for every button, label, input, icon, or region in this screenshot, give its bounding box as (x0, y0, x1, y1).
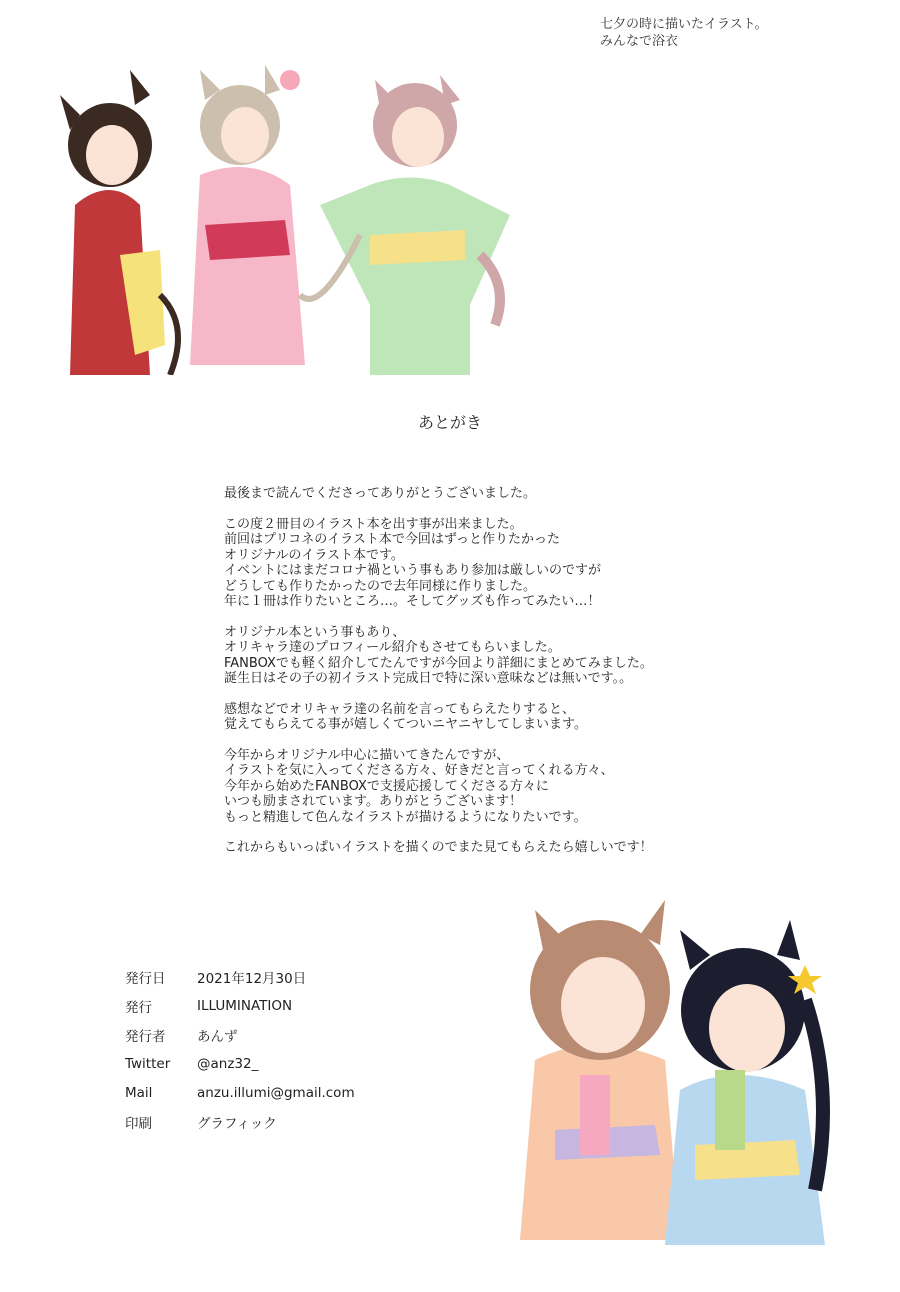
text-line: オリジナル本という事もあり、 (224, 624, 406, 640)
paragraph (224, 625, 784, 687)
girl-blue-kimono (665, 920, 825, 1245)
girl-red-kimono (60, 70, 178, 375)
text-line: もっと精進して色んなイラストが描けるようになりたいです。 (224, 809, 587, 825)
colophon-key: 印刷 (125, 1115, 152, 1132)
afterword-body (224, 486, 784, 871)
tanabata-girls-illustration (515, 890, 855, 1250)
text-line: FANBOXでも軽く紹介してたんですが今回より詳細にまとめてみました。 (224, 655, 653, 671)
colophon-value: 2021年12月30日 (197, 970, 307, 987)
afterword-heading: あとがき (417, 413, 482, 432)
paragraph (224, 840, 784, 856)
paragraph (224, 748, 784, 826)
paragraph (224, 702, 784, 733)
text-line: どうしても作りたかったので去年同様に作りました。 (224, 578, 537, 594)
colophon-key: 発行者 (125, 1028, 166, 1045)
text-line: この度２冊目のイラスト本を出す事が出来ました。 (224, 516, 523, 532)
text-line: 最後まで読んでくださってありがとうございました。 (224, 486, 537, 501)
text-line: 感想などでオリキャラ達の名前を言ってもらえたりすると、 (224, 701, 576, 717)
girl-pink-kimono (190, 65, 305, 365)
text-line: オリジナルのイラスト本です。 (224, 547, 404, 563)
colophon-row-twitter (125, 1049, 355, 1078)
colophon-value: あんず (197, 1028, 238, 1045)
colophon-key: 発行日 (125, 970, 166, 987)
text-line: 覚えてもらえてる事が嬉しくてついニヤニヤしてしまいます。 (224, 717, 587, 732)
text-line: いつも励まされています。ありがとうございます！ (224, 794, 522, 809)
colophon-key: Mail (125, 1084, 153, 1101)
colophon-value: グラフィック (197, 1115, 277, 1132)
paragraph (224, 517, 784, 610)
colophon-key: Twitter (125, 1055, 171, 1072)
colophon-row-author (125, 1020, 355, 1049)
text-line: オリキャラ達のプロフィール紹介もさせてもらいました。 (224, 640, 561, 655)
yukata-girls-illustration (40, 55, 620, 375)
colophon-value: anzu.illumi@gmail.com (197, 1084, 355, 1101)
text-line: イベントにはまだコロナ禍という事もあり参加は厳しいのですが (224, 563, 602, 578)
illustration-caption (600, 16, 767, 50)
caption-line: みんなで浴衣 (600, 34, 679, 49)
text-line: 前回はプリコネのイラスト本で今回はずっと作りたかった (224, 532, 561, 547)
colophon-row-publisher (125, 991, 355, 1020)
text-line: イラストを気に入ってくださる方々、好きだと言ってくれる方々、 (224, 763, 614, 778)
text-line: 今年から始めたFANBOXで支援応援してくださる方々に (224, 778, 549, 794)
colophon-value: @anz32_ (197, 1055, 259, 1072)
text-line: 今年からオリジナル中心に描いてきたんですが、 (224, 747, 510, 763)
text-line: 誕生日はその子の初イラスト完成日で特に深い意味などは無いです。。 (224, 671, 633, 686)
text-line: 年に１冊は作りたいところ…。そしてグッズも作ってみたい…！ (224, 594, 601, 609)
colophon-row-printer (125, 1107, 355, 1136)
girl-green-kimono (300, 75, 510, 375)
text-line: これからもいっぱいイラストを描くのでまた見てもらえたら嬉しいです！ (224, 840, 653, 855)
caption-line: 七夕の時に描いたイラスト。 (600, 17, 768, 32)
colophon-row-mail (125, 1078, 355, 1107)
paragraph (224, 486, 784, 502)
girl-peach-kimono (520, 900, 680, 1240)
colophon (125, 962, 355, 1136)
colophon-value: ILLUMINATION (197, 997, 293, 1014)
colophon-row-date (125, 962, 355, 991)
colophon-key: 発行 (125, 999, 152, 1016)
